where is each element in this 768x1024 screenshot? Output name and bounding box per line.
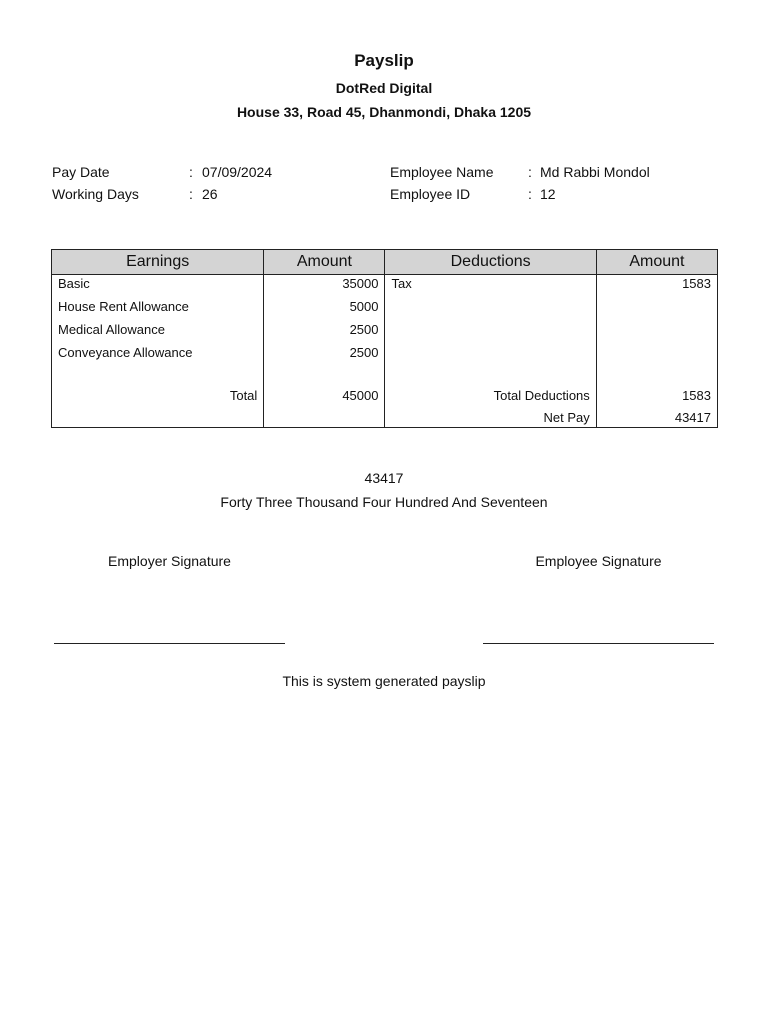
payslip-title: Payslip (354, 51, 414, 70)
earning-amount: 2500 (264, 345, 385, 368)
amount-in-words: Forty Three Thousand Four Hundred And Seventeen (220, 494, 548, 510)
empty-cell (385, 345, 596, 368)
spacer-row (52, 368, 718, 382)
employee-id-label: Employee ID (390, 186, 471, 202)
employer-signature-label: Employer Signature (108, 553, 231, 569)
employer-signature-line (54, 643, 285, 644)
earning-amount: 5000 (264, 299, 385, 322)
employee-name-label: Employee Name (390, 164, 494, 180)
employee-signature-line (483, 643, 714, 644)
table-row (52, 322, 718, 345)
net-pay-label: Net Pay (385, 404, 596, 428)
table-row (52, 275, 718, 300)
employee-name-colon: : (528, 164, 532, 180)
totals-row (52, 382, 718, 404)
total-deductions-amount: 1583 (596, 382, 717, 404)
working-days-value: 26 (202, 186, 218, 202)
deduction-amount: 1583 (596, 275, 717, 300)
empty-cell (596, 299, 717, 322)
earnings-amount-header: Amount (264, 250, 385, 275)
working-days-colon: : (189, 186, 193, 202)
empty-cell (596, 345, 717, 368)
empty-cell (596, 322, 717, 345)
net-amount: 43417 (364, 470, 404, 486)
earning-amount: 2500 (264, 322, 385, 345)
empty-cell (264, 404, 385, 428)
earning-label: Medical Allowance (52, 322, 264, 345)
working-days-label: Working Days (52, 186, 139, 202)
total-label: Total (52, 382, 264, 404)
earning-label: House Rent Allowance (52, 299, 264, 322)
deductions-amount-header: Amount (596, 250, 717, 275)
employee-signature-label: Employee Signature (535, 553, 662, 569)
employee-id-colon: : (528, 186, 532, 202)
company-name: DotRed Digital (335, 80, 433, 96)
earnings-deductions-table (51, 249, 718, 428)
net-pay-amount: 43417 (596, 404, 717, 428)
company-address: House 33, Road 45, Dhanmondi, Dhaka 1205 (236, 104, 532, 120)
empty-cell (385, 299, 596, 322)
pay-date-value: 07/09/2024 (202, 164, 273, 180)
employee-name-value: Md Rabbi Mondol (540, 164, 650, 180)
table-header-row (52, 250, 718, 275)
pay-date-label: Pay Date (52, 164, 110, 180)
empty-cell (385, 322, 596, 345)
deduction-label: Tax (385, 275, 596, 300)
net-pay-row (52, 404, 718, 428)
total-deductions-label: Total Deductions (385, 382, 596, 404)
empty-cell (52, 404, 264, 428)
earning-amount: 35000 (264, 275, 385, 300)
footer-note: This is system generated payslip (282, 673, 486, 689)
table-row (52, 345, 718, 368)
total-amount: 45000 (264, 382, 385, 404)
earning-label: Conveyance Allowance (52, 345, 264, 368)
earning-label: Basic (52, 275, 264, 300)
table-row (52, 299, 718, 322)
employee-id-value: 12 (540, 186, 556, 202)
pay-date-colon: : (189, 164, 193, 180)
deductions-header: Deductions (385, 250, 596, 275)
earnings-header: Earnings (52, 250, 264, 275)
